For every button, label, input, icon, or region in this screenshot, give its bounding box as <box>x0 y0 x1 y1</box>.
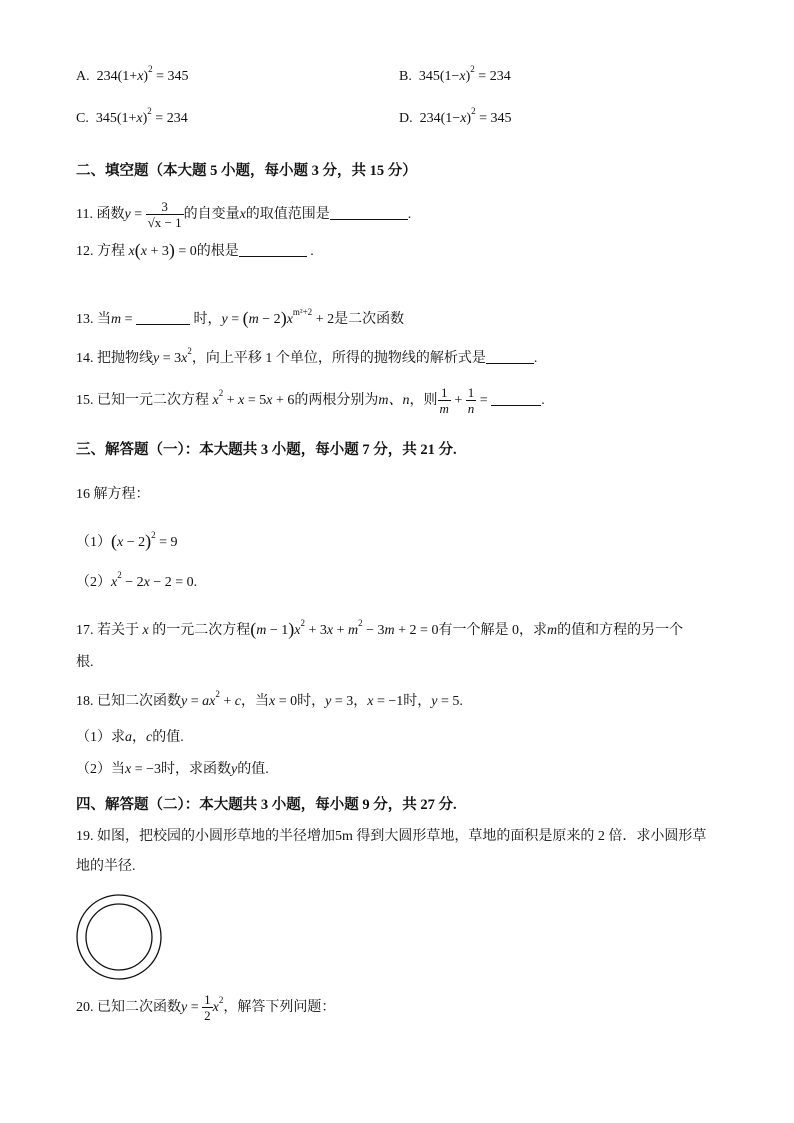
question-16: 16 解方程： <box>76 487 150 502</box>
question-19-line-2: 地的半径. <box>76 859 136 874</box>
answer-blank[interactable] <box>136 310 190 325</box>
section-4-title: 四、解答题（二）：本大题共 3 小题，每小题 9 分，共 27 分. <box>76 797 457 813</box>
concentric-circles-figure <box>74 892 164 982</box>
question-18: 18. 已知二次函数$y = ax^2 + c$，当x = 0时，y = 3，x = −1时，y = 5. <box>76 689 463 709</box>
option-a: A. $234(1+x)^2 = 345$ <box>76 64 189 84</box>
question-11: 11. 函数y = $\frac{3}{√x - 1}$ 的自变量x的取值范围是 . <box>76 199 412 231</box>
fraction: $\frac{1}{n}$ <box>467 385 475 417</box>
option-b-label: B. <box>399 69 412 84</box>
option-b: B. $345(1-x)^2 = 234$ <box>399 64 511 84</box>
option-d-label: D. <box>399 111 413 126</box>
question-12: 12. 方程 x(x + 3) = 0的根是 . <box>76 240 314 260</box>
fraction: $\frac{1}{2}$ <box>204 992 211 1024</box>
large-circle <box>77 895 161 979</box>
answer-blank[interactable] <box>239 242 307 257</box>
section-2-title: 二、填空题（本大题 5 小题，每小题 3 分，共 15 分） <box>76 163 417 179</box>
option-d: D. $234(1-x)^2 = 345$ <box>399 106 512 126</box>
question-14: 14. 把抛物线$y = 3x^2$，向上平移 1 个单位，所得的抛物线的解析式是 . <box>76 346 538 366</box>
question-19: 19. 如图，把校园的小圆形草地的半径增加5m 得到大圆形草地，草地的面积是原来的 2 倍．求小圆形草 <box>76 829 707 844</box>
answer-blank[interactable] <box>486 349 534 364</box>
question-13: 13. 当m = 时，$y = (m - 2)x^{m^2+2} + 2$是二次函数 <box>76 307 405 328</box>
small-circle <box>86 904 152 970</box>
section-3-title: 三、解答题（一）：本大题共 3 小题，每小题 7 分，共 21 分. <box>76 442 457 458</box>
question-15: 15. 已知一元二次方程 $x^2 + x = 5x + 6$的两根分别为m、n，则 $\frac{1}{m}$ + $\frac{1}{n}$ = . <box>76 385 545 417</box>
question-16-part-1: $(1)(x - 2)^2 = 9$ <box>76 530 178 551</box>
question-17: 17. 若关于 x 的一元二次方程$(m - 1)x^2 + 3x + m^2 - 3m + 2 = 0$有一个解是 0，求m的值和方程的另一个 <box>76 618 684 639</box>
question-18-part-2: （2）当x = −3时，求函数y的值. <box>76 762 269 777</box>
question-16-part-2: $(2)x^2 - 2x - 2 = 0$. <box>76 570 198 590</box>
question-17-line-2: 根. <box>76 655 94 670</box>
question-20: 20. 已知二次函数y = $\frac{1}{2}$ $x^2$，解答下列问题： <box>76 992 336 1024</box>
question-18-part-1: （1）求a，c的值. <box>76 730 184 745</box>
option-c: C. $345(1+x)^2 = 234$ <box>76 106 188 126</box>
answer-blank[interactable] <box>491 391 541 406</box>
option-a-label: A. <box>76 69 90 84</box>
fraction: $\frac{1}{m}$ <box>439 385 449 417</box>
answer-blank[interactable] <box>330 205 408 220</box>
fraction: $\frac{3}{√x - 1}$ <box>147 199 182 231</box>
option-c-label: C. <box>76 111 89 126</box>
